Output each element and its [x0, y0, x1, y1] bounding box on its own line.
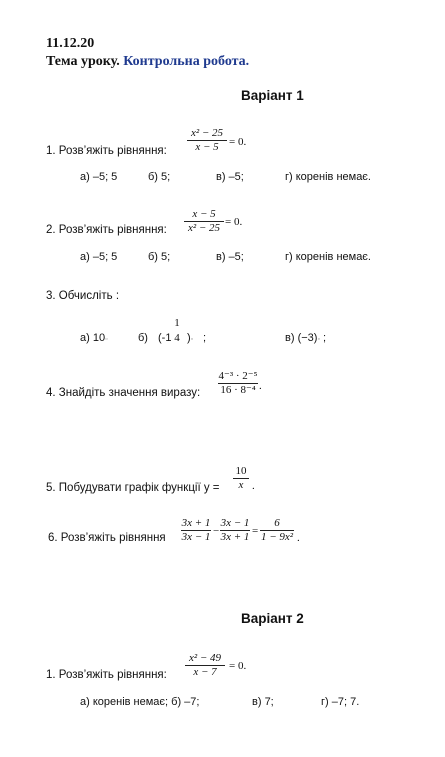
v1-q3-b-tail: ;	[203, 332, 207, 344]
v1-q2-option-d: г) коренів немає.	[285, 251, 371, 263]
v1-q6-fraction-3: 6 1 − 9x²	[260, 517, 294, 543]
v2-q1-equals: = 0.	[229, 660, 247, 672]
v1-q4-text: 4. Знайдіть значення виразу:	[46, 387, 201, 399]
v1-q3-b-left: (-1	[158, 332, 172, 344]
v1-q3-text: 3. Обчисліть :	[46, 290, 120, 302]
v1-q6-fraction-2: 3x − 1 3x + 1	[220, 517, 250, 543]
v2-q1-option-c: в) 7;	[252, 696, 274, 708]
v1-q1-numerator: x² − 25	[190, 127, 224, 139]
v1-q4-tail: .	[259, 380, 262, 392]
v1-q1-denominator: x − 5	[195, 141, 219, 153]
v1-q2-option-a: а) –5; 5	[80, 251, 118, 263]
v1-q5-fraction	[233, 465, 249, 492]
v1-q5-numerator: 10	[235, 465, 247, 477]
v2-q1-option-ab: а) коренів немає; б) –7;	[80, 696, 200, 708]
v1-q4-denominator: 16 · 8⁻⁴	[220, 384, 256, 396]
v1-q3-a-expr: а) 10	[80, 332, 106, 344]
v1-q2-equals: = 0.	[225, 216, 243, 228]
v1-q2-numerator: x − 5	[192, 208, 216, 220]
v1-q1-option-c: в) –5;	[216, 171, 244, 183]
v2-q1-option-d: г) –7; 7.	[321, 696, 360, 708]
v1-q4-fraction	[218, 370, 258, 397]
v1-q2-fraction	[184, 208, 224, 235]
v1-q6-fraction-1: 3x + 1 3x − 1	[181, 517, 211, 543]
v1-q5-text: 5. Побудувати графік функції y =	[46, 482, 220, 494]
v1-q2-denominator: x² − 25	[187, 222, 221, 234]
v1-q6-tail: .	[297, 532, 300, 544]
v1-q5-tail: .	[252, 480, 255, 492]
v1-q1-option-a: а) –5; 5	[80, 171, 118, 183]
v1-q2-option-b: б) 5;	[148, 251, 171, 263]
v1-q6-text: 6. Розв’яжіть рівняння	[48, 532, 166, 544]
v1-q3-option-b-label: б)	[138, 332, 148, 344]
topic-value: Контрольна робота.	[123, 54, 250, 69]
v1-q3-b-fraction	[172, 317, 182, 345]
variant-1-title: Варіант 1	[241, 88, 304, 103]
v2-q1-text: 1. Розв’яжіть рівняння:	[46, 669, 167, 681]
v1-q2-text: 2. Розв’яжіть рівняння:	[46, 224, 167, 236]
v1-q3-b-denominator: 4	[174, 332, 180, 344]
lesson-topic	[46, 54, 249, 70]
topic-label: Тема уроку.	[46, 54, 120, 69]
v1-q3-option-c: в) (−3)▫ ;	[285, 332, 327, 344]
lesson-date: 11.12.20	[46, 36, 95, 51]
v1-q1-option-b: б) 5;	[148, 171, 171, 183]
v1-q4-numerator: 4⁻³ · 2⁻⁵	[218, 370, 258, 382]
v2-q1-denominator: x − 7	[193, 666, 217, 678]
v1-q2-option-c: в) –5;	[216, 251, 244, 263]
v1-q3-option-a: а) 10▫	[80, 332, 108, 344]
v1-q1-fraction	[187, 127, 227, 154]
v1-q6-minus: −	[213, 525, 220, 537]
variant-2-title: Варіант 2	[241, 611, 304, 626]
v2-q1-numerator: x² − 49	[188, 652, 222, 664]
v1-q5-denominator: x	[238, 479, 244, 491]
v1-q3-b-numerator: 1	[174, 317, 180, 329]
v1-q1-option-d: г) коренів немає.	[285, 171, 371, 183]
v1-q1-text: 1. Розв’яжіть рівняння:	[46, 145, 167, 157]
v1-q6-equals: =	[252, 525, 259, 537]
v1-q3-b-right: )▫	[187, 332, 194, 344]
v1-q1-equals: = 0.	[229, 136, 247, 148]
v2-q1-fraction	[185, 652, 225, 679]
